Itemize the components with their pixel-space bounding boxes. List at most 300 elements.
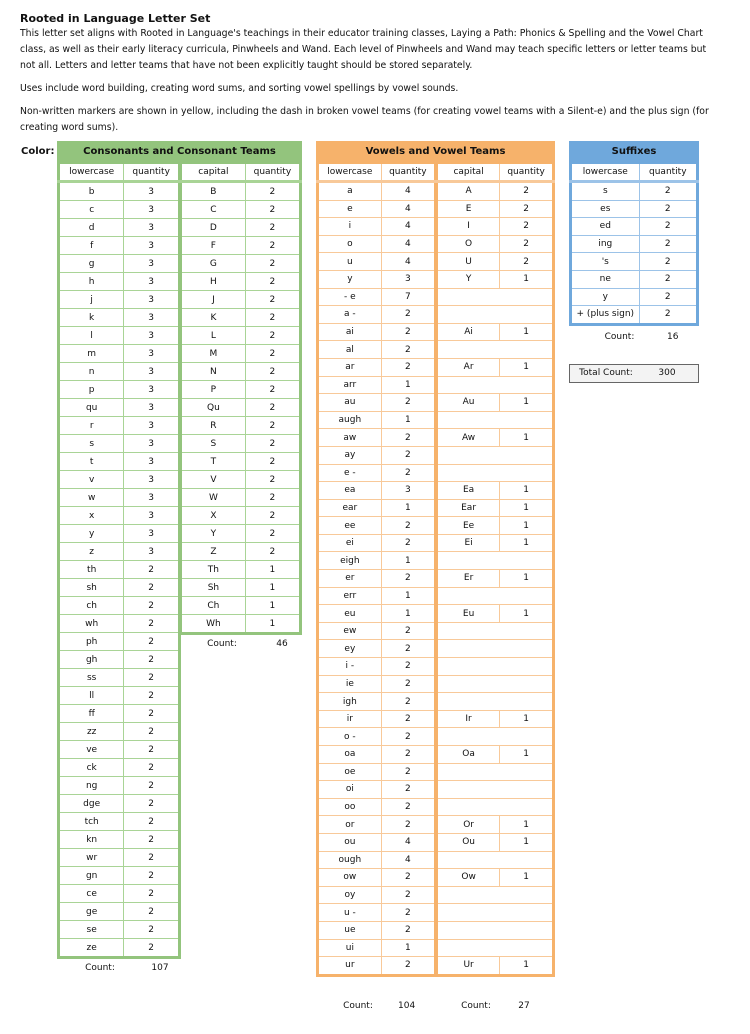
quantity-cell: 2 [124,921,180,939]
quantity-cell: 2 [381,763,435,781]
letter-cell: gn [59,867,124,885]
letter-cell: kn [59,831,124,849]
letter-cell: E [437,200,500,218]
letter-cell: ve [59,741,124,759]
letter-cell: l [59,327,124,345]
quantity-cell [500,728,554,746]
quantity-cell: 2 [245,309,300,327]
letter-cell: ed [571,218,640,236]
table-row [59,237,180,255]
letter-cell: Ir [437,710,500,728]
letter-cell: d [59,219,124,237]
quantity-cell [500,587,554,605]
quantity-cell: 2 [381,306,435,324]
letter-cell: Ar [437,358,500,376]
letter-cell: zz [59,723,124,741]
letter-cell: Ee [437,517,500,535]
letter-cell [437,288,500,306]
quantity-cell: 2 [124,723,180,741]
letter-cell: ei [318,534,382,552]
table-row [181,597,301,615]
vowels-lowercase-block [316,161,437,977]
letter-cell: Ch [181,597,246,615]
letter-cell [437,306,500,324]
table-row [181,237,301,255]
table-row [318,253,436,271]
table-row [59,273,180,291]
quantity-cell [500,411,554,429]
quantity-cell: 1 [500,270,554,288]
quantity-cell: 2 [381,622,435,640]
letter-cell: A [437,182,500,201]
consonants-lowercase-block [57,161,181,959]
letter-cell: G [181,255,246,273]
table-row [59,903,180,921]
quantity-cell: 2 [245,489,300,507]
quantity-cell [500,904,554,922]
letter-cell: ir [318,710,382,728]
table-row [318,728,436,746]
table-row [318,341,436,359]
letter-cell [437,587,500,605]
letter-cell: sh [59,579,124,597]
letter-cell [437,552,500,570]
quantity-cell: 3 [124,363,180,381]
table-row [437,429,554,447]
table-row [318,763,436,781]
table-row [318,957,436,976]
letter-cell: T [181,453,246,471]
table-row [181,182,301,201]
letter-cell: se [59,921,124,939]
quantity-cell: 2 [245,417,300,435]
column-header-quantity: quantity [639,163,697,182]
table-row [181,435,301,453]
table-row [571,270,698,288]
quantity-cell: 2 [500,200,554,218]
letter-cell: i [318,218,382,236]
letter-cell: s [59,435,124,453]
quantity-cell: 2 [124,651,180,669]
letter-cell: b [59,182,124,201]
letter-cell: a [318,182,382,201]
quantity-cell: 2 [245,471,300,489]
quantity-cell: 2 [245,381,300,399]
letter-cell: oa [318,746,382,764]
letter-cell: R [181,417,246,435]
quantity-cell: 1 [245,615,300,634]
quantity-cell: 2 [245,525,300,543]
table-row [437,605,554,623]
column-header-quantity: quantity [124,163,180,182]
quantity-cell: 2 [639,306,697,325]
letter-cell: ay [318,446,382,464]
letter-cell [437,763,500,781]
table-row [318,411,436,429]
column-header-lowercase: lowercase [571,163,640,182]
table-row [437,270,554,288]
table-row [318,358,436,376]
consonants-capital-count: Count: 46 [207,639,288,649]
letter-cell: ui [318,939,382,957]
letter-cell: N [181,363,246,381]
quantity-cell: 1 [500,746,554,764]
quantity-cell: 1 [245,561,300,579]
table-row [437,957,554,976]
letter-cell: + (plus sign) [571,306,640,325]
quantity-cell: 2 [500,218,554,236]
quantity-cell: 3 [124,219,180,237]
quantity-cell: 1 [381,411,435,429]
suffixes-count: Count: 16 [604,332,679,342]
table-row [181,489,301,507]
letter-cell: oy [318,886,382,904]
table-row [318,622,436,640]
table-row [571,182,698,201]
letter-cell: e [318,200,382,218]
letter-cell: r [59,417,124,435]
letter-cell: Ow [437,869,500,887]
table-row [571,200,698,218]
letter-cell: ce [59,885,124,903]
letter-cell: O [437,235,500,253]
table-row [437,534,554,552]
table-row [318,394,436,412]
table-row [181,399,301,417]
table-row [318,587,436,605]
quantity-cell: 3 [124,273,180,291]
table-row [181,201,301,219]
letter-cell: au [318,394,382,412]
quantity-cell: 2 [639,253,697,271]
letter-cell: oi [318,781,382,799]
table-row [437,482,554,500]
quantity-cell: 2 [124,561,180,579]
letter-cell [437,921,500,939]
quantity-cell: 1 [500,517,554,535]
quantity-cell: 2 [639,200,697,218]
quantity-cell [500,798,554,816]
table-row [571,306,698,325]
letter-cell [437,341,500,359]
quantity-cell: 3 [124,255,180,273]
quantity-cell: 1 [245,597,300,615]
letter-cell: a - [318,306,382,324]
quantity-cell: 2 [124,579,180,597]
quantity-cell: 4 [381,218,435,236]
quantity-cell: 2 [381,781,435,799]
table-row [318,270,436,288]
table-row [318,851,436,869]
vowels-capital-count: Count: 27 [461,1001,530,1011]
table-row [437,869,554,887]
letter-cell: Ur [437,957,500,976]
table-row [437,886,554,904]
table-row [59,327,180,345]
quantity-cell: 2 [381,921,435,939]
letter-cell: ss [59,669,124,687]
table-row [59,291,180,309]
table-row [437,798,554,816]
intro [20,12,720,143]
column-header-row [318,163,436,182]
letter-cell: J [181,291,246,309]
table-row [59,255,180,273]
column-header-lowercase: lowercase [59,163,124,182]
table-row [437,587,554,605]
quantity-cell: 4 [381,182,435,201]
quantity-cell: 1 [381,605,435,623]
table-row [59,182,180,201]
letter-cell [437,675,500,693]
table-row [437,499,554,517]
letter-cell: p [59,381,124,399]
letter-cell: wh [59,615,124,633]
quantity-cell [500,921,554,939]
quantity-cell: 2 [381,746,435,764]
quantity-cell: 2 [245,435,300,453]
letter-cell: ie [318,675,382,693]
letter-cell: c [59,201,124,219]
letter-cell [437,939,500,957]
letter-cell: Qu [181,399,246,417]
quantity-cell: 3 [124,291,180,309]
table-row [59,633,180,651]
table-row [437,833,554,851]
quantity-cell: 3 [124,399,180,417]
quantity-cell: 2 [245,543,300,561]
table-row [437,904,554,922]
quantity-cell: 2 [381,693,435,711]
letter-cell: Aw [437,429,500,447]
letter-cell: y [59,525,124,543]
letter-cell: ou [318,833,382,851]
letter-cell: Eu [437,605,500,623]
letter-cell [437,658,500,676]
letter-cell: z [59,543,124,561]
letter-cell: D [181,219,246,237]
letter-cell: Or [437,816,500,834]
quantity-cell: 2 [245,237,300,255]
quantity-cell: 2 [381,869,435,887]
table-row [437,323,554,341]
letter-cell: ough [318,851,382,869]
letter-cell: arr [318,376,382,394]
quantity-cell: 2 [639,270,697,288]
table-row [59,201,180,219]
letter-cell [437,464,500,482]
letter-cell: h [59,273,124,291]
quantity-cell: 2 [124,615,180,633]
letter-cell: gh [59,651,124,669]
table-row [437,921,554,939]
table-row [59,435,180,453]
letter-cell: ey [318,640,382,658]
table-row [437,851,554,869]
table-row [437,693,554,711]
letter-cell: ck [59,759,124,777]
table-row [437,341,554,359]
table-row [318,376,436,394]
letter-cell: H [181,273,246,291]
vowels-lowercase-count: Count: 104 [343,1001,416,1011]
table-row [59,885,180,903]
table-row [181,543,301,561]
quantity-cell [500,464,554,482]
letter-cell: Sh [181,579,246,597]
letter-cell: eu [318,605,382,623]
quantity-cell [500,622,554,640]
quantity-cell [500,288,554,306]
letter-cell: X [181,507,246,525]
column-header-row [437,163,554,182]
table-row [437,816,554,834]
letter-cell: n [59,363,124,381]
quantity-cell: 2 [381,710,435,728]
table-row [318,675,436,693]
table-row [59,741,180,759]
quantity-cell: 2 [245,219,300,237]
quantity-cell: 2 [381,640,435,658]
quantity-cell: 2 [500,182,554,201]
table-row [318,464,436,482]
quantity-cell: 4 [381,235,435,253]
table-row [59,381,180,399]
quantity-cell: 2 [381,798,435,816]
table-row [318,921,436,939]
quantity-cell: 4 [381,253,435,271]
letter-cell: ur [318,957,382,976]
quantity-cell: 1 [381,587,435,605]
table-row [181,525,301,543]
letter-cell: oo [318,798,382,816]
quantity-cell: 2 [500,235,554,253]
quantity-cell: 3 [381,270,435,288]
quantity-cell: 1 [500,394,554,412]
letter-cell: ch [59,597,124,615]
letter-cell: dge [59,795,124,813]
quantity-cell: 3 [124,435,180,453]
letter-cell: W [181,489,246,507]
table-row [318,446,436,464]
letter-cell: oe [318,763,382,781]
letter-cell: tch [59,813,124,831]
quantity-cell: 3 [124,453,180,471]
table-row [181,291,301,309]
table-row [181,219,301,237]
letter-cell: v [59,471,124,489]
table-row [318,429,436,447]
quantity-cell: 2 [124,777,180,795]
table-row [181,507,301,525]
letter-cell: w [59,489,124,507]
letter-cell: Ear [437,499,500,517]
letter-cell: or [318,816,382,834]
letter-cell [437,904,500,922]
table-row [437,411,554,429]
consonants-lowercase-count: Count: 107 [85,963,169,973]
quantity-cell [500,939,554,957]
quantity-cell: 2 [381,886,435,904]
letter-cell: g [59,255,124,273]
table-row [181,327,301,345]
vowels-title: Vowels and Vowel Teams [316,141,555,162]
table-row [59,921,180,939]
letter-cell: k [59,309,124,327]
quantity-cell: 2 [381,675,435,693]
quantity-cell: 3 [124,507,180,525]
column-header-quantity: quantity [381,163,435,182]
quantity-cell [500,693,554,711]
table-row [318,869,436,887]
letter-cell [437,640,500,658]
letter-cell: Th [181,561,246,579]
table-row [59,489,180,507]
letter-cell: igh [318,693,382,711]
table-row [59,669,180,687]
uses-paragraph: Uses include word building, creating word sums, and sorting vowel spellings by vowel sounds. [20,83,459,94]
letter-cell: ing [571,235,640,253]
table-row [59,939,180,958]
quantity-cell: 2 [245,363,300,381]
quantity-cell [500,658,554,676]
quantity-cell: 1 [500,605,554,623]
table-row [59,345,180,363]
quantity-cell: 3 [124,543,180,561]
letter-cell: Au [437,394,500,412]
quantity-cell: 2 [381,658,435,676]
quantity-cell: 3 [124,525,180,543]
letter-cell: j [59,291,124,309]
letter-cell: Ai [437,323,500,341]
table-row [318,658,436,676]
table-row [181,615,301,634]
table-row [318,218,436,236]
quantity-cell: 3 [124,182,180,201]
document-title: Rooted in Language Letter Set [20,12,211,25]
quantity-cell: 2 [124,759,180,777]
quantity-cell: 2 [500,253,554,271]
letter-cell: y [571,288,640,306]
column-header-capital: capital [437,163,500,182]
letter-cell: Y [437,270,500,288]
letter-cell: Ea [437,482,500,500]
table-row [59,597,180,615]
table-row [437,763,554,781]
vowels-capital-block [435,161,555,977]
quantity-cell [500,306,554,324]
total-count-box: Total Count: 300 [569,364,699,383]
table-row [59,309,180,327]
table-row [318,482,436,500]
table-row [318,886,436,904]
letter-cell: ue [318,921,382,939]
table-row [59,723,180,741]
quantity-cell: 2 [381,957,435,976]
letter-cell: ee [318,517,382,535]
quantity-cell: 2 [381,429,435,447]
letter-cell: ai [318,323,382,341]
letter-cell: aw [318,429,382,447]
quantity-cell: 3 [124,489,180,507]
table-row [59,795,180,813]
quantity-cell [500,376,554,394]
quantity-cell: 2 [245,453,300,471]
quantity-cell: 2 [124,597,180,615]
quantity-cell: 1 [381,552,435,570]
table-row [59,849,180,867]
column-header-row [59,163,180,182]
